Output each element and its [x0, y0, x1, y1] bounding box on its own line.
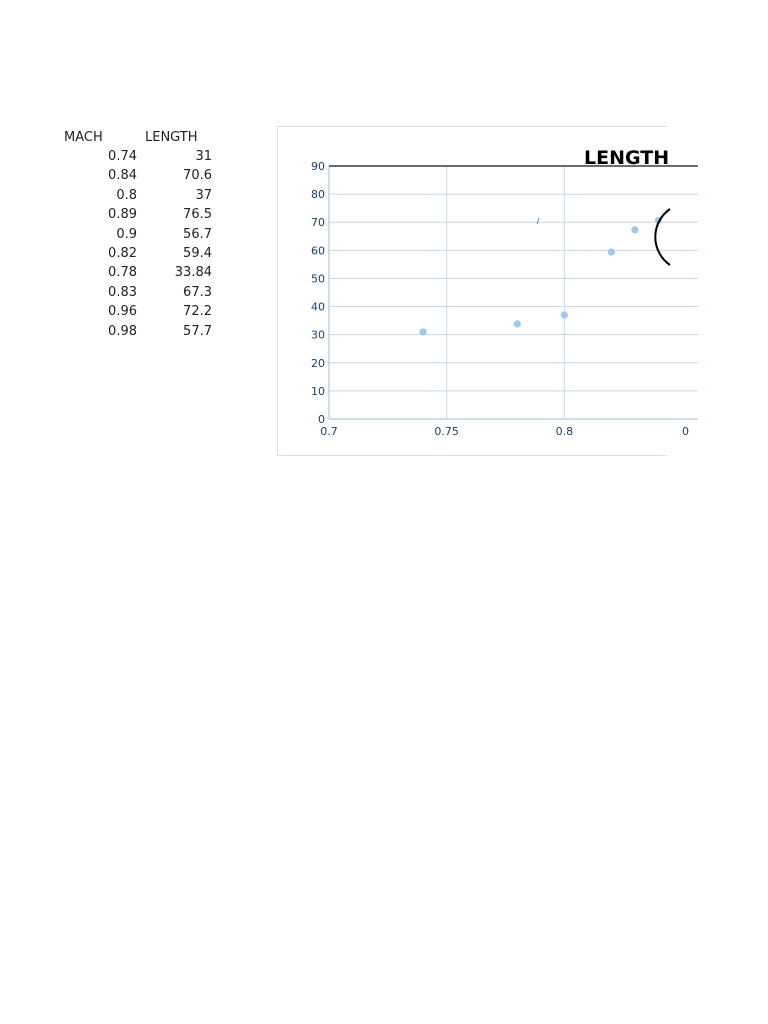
annotation-layer	[537, 209, 670, 265]
x-tick-label: 0.7	[320, 425, 338, 438]
data-point-layer	[420, 200, 768, 335]
length-cell: 37	[195, 187, 212, 203]
mach-cell: 0.89	[108, 207, 137, 223]
axis-layer	[329, 166, 698, 419]
mach-cell: 0.96	[108, 304, 137, 320]
data-table	[56, 128, 212, 341]
annotation-mark	[537, 218, 539, 224]
y-tick-label: 30	[311, 328, 325, 342]
chart-title: LENGTH	[584, 147, 670, 169]
y-tick-label: 90	[311, 160, 325, 173]
y-tick-label: 0	[318, 413, 325, 426]
length-cell: 57.7	[183, 323, 212, 339]
y-tick-label: 60	[311, 244, 325, 258]
y-tick-label: 20	[311, 356, 325, 370]
data-point	[631, 226, 638, 233]
mach-cell: 0.8	[116, 187, 137, 203]
data-point	[608, 248, 615, 255]
length-cell: 67.3	[183, 284, 212, 300]
table-row	[56, 302, 212, 321]
mach-cell: 0.78	[108, 265, 137, 281]
x-tick-label: 0.8	[555, 425, 574, 438]
table-row	[56, 186, 212, 205]
y-tick-label: 10	[311, 384, 325, 398]
grid-layer	[329, 166, 698, 419]
table-row	[56, 322, 212, 341]
mach-cell: 0.98	[108, 323, 137, 339]
length-cell: 59.4	[183, 246, 212, 262]
length-cell: 76.5	[183, 207, 212, 223]
mach-cell: 0.9	[116, 226, 137, 242]
length-cell: 33.84	[174, 265, 212, 281]
y-tick-label: 80	[311, 188, 325, 202]
scatter-chart[interactable]	[277, 126, 689, 456]
mach-cell: 0.83	[108, 284, 137, 300]
y-tick-label: 40	[311, 300, 325, 314]
mach-cell: 0.82	[108, 246, 137, 262]
mach-cell: 0.84	[108, 168, 137, 184]
column-header-length: LENGTH	[145, 130, 198, 145]
data-point	[420, 328, 427, 335]
mach-cell: 0.74	[108, 149, 137, 164]
length-cell: 70.6	[183, 168, 212, 184]
length-cell: 72.2	[183, 304, 212, 320]
y-tick-label: 70	[311, 216, 325, 230]
table-row	[56, 205, 212, 224]
table-row	[56, 166, 212, 185]
data-point	[561, 311, 568, 318]
column-header-mach: MACH	[64, 130, 103, 145]
table-row	[56, 283, 212, 302]
length-cell: 56.7	[183, 226, 212, 242]
x-tick-label-partial: 0	[682, 425, 689, 438]
chart-canvas	[278, 127, 689, 455]
y-tick-label: 50	[311, 272, 325, 286]
table-header-row	[56, 128, 212, 147]
length-cell: 31	[195, 149, 212, 164]
table-row	[56, 225, 212, 244]
tick-label-layer	[311, 160, 689, 438]
table-row	[56, 244, 212, 263]
table-row	[56, 263, 212, 282]
x-tick-label: 0.75	[434, 425, 459, 438]
table-row	[56, 147, 212, 166]
data-point	[514, 320, 521, 327]
